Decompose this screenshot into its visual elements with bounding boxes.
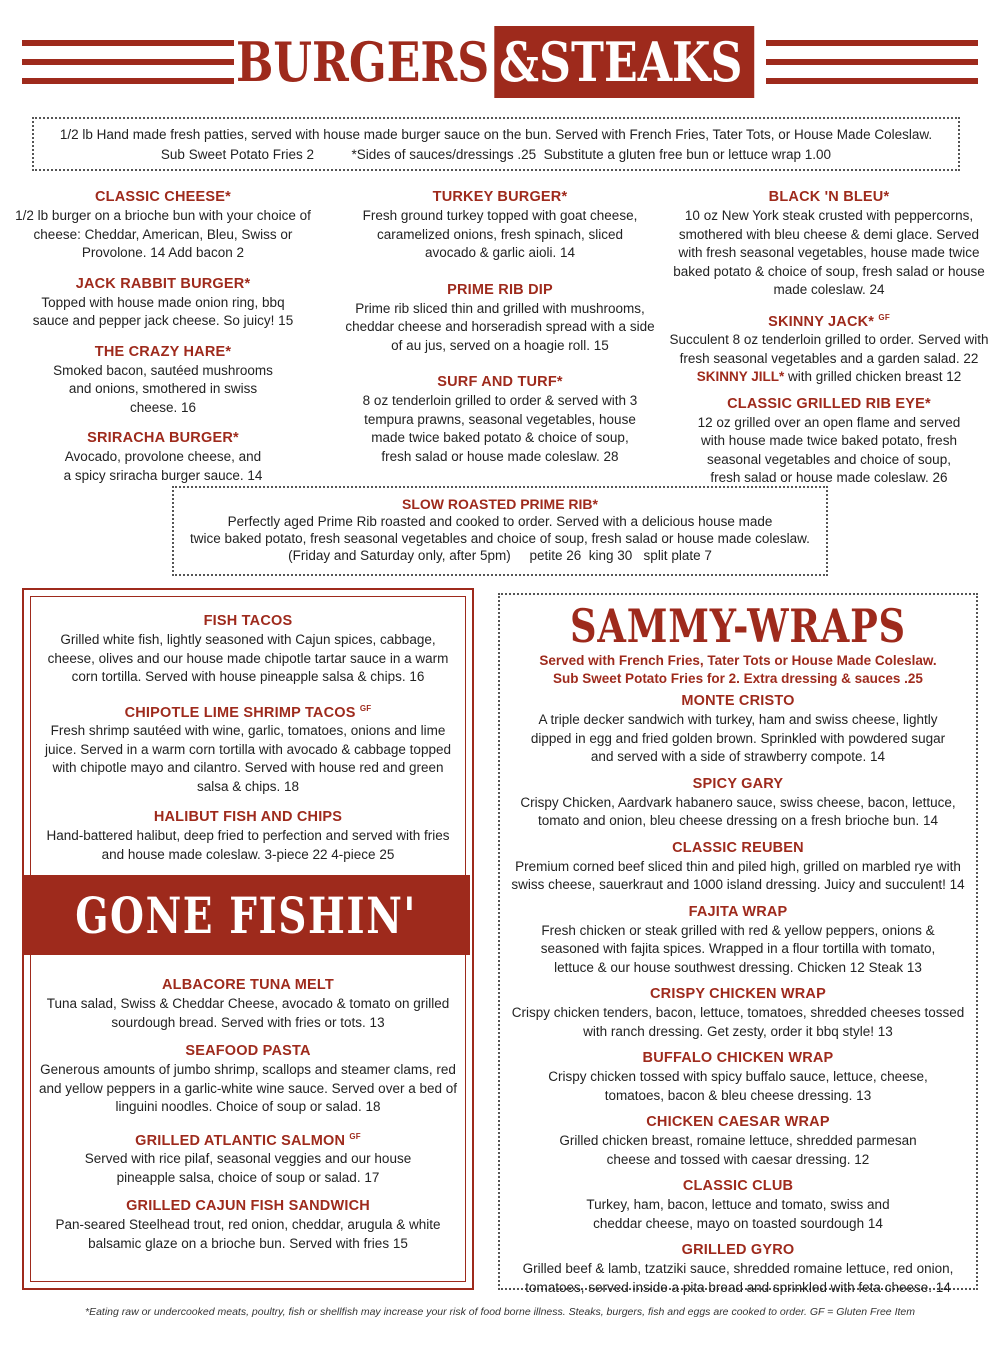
menu-item [10, 429, 316, 485]
menu-item [36, 699, 460, 797]
menu-item [36, 1127, 460, 1188]
item-name: PRIME RIB DIP [447, 281, 553, 298]
item-desc: Crispy chicken tenders, bacon, lettuce, tomatoes, shredded cheeses tossed with ranch dressing. Get zesty, order it bbq style! 13 [511, 1005, 965, 1039]
steak-column-right [664, 188, 994, 500]
item-name: TURKEY BURGER* [432, 189, 568, 205]
item-name: ALBACORE TUNA MELT [162, 977, 334, 993]
menu-item [340, 281, 660, 356]
item-desc: Crispy Chicken, Aardvark habanero sauce, swiss cheese, bacon, lettuce, tomato and onion, bleu cheese dressing on a fresh brioche bun. 14 [520, 794, 956, 828]
item-desc: Served with rice pilaf, seasonal veggies and our house pineapple salsa, choice of soup or salad. 17 [84, 1151, 412, 1185]
item-desc: 12 oz grilled over an open flame and served with house made twice baked potato, fresh seasonal vegetables and choice of soup, fresh salad or house made coleslaw. 26 [697, 414, 961, 486]
title-steaks-box [494, 26, 754, 98]
item-name: SRIRACHA BURGER* [87, 430, 239, 446]
prime-rib-name: SLOW ROASTED PRIME RIB* [401, 496, 598, 512]
item-name-text: SKINNY JACK* [768, 313, 875, 330]
gluten-free-badge: GF [878, 312, 890, 322]
item-desc: Fresh ground turkey topped with goat cheese, caramelized onions, fresh spinach, sliced avocado & garlic aioli. 14 [362, 208, 638, 260]
burger-column-middle [340, 188, 660, 478]
item-name [36, 1127, 460, 1151]
gluten-free-badge: GF [349, 1131, 361, 1141]
prime-rib-line-2: twice baked potato, fresh seasonal vegetables and choice of soup, fresh salad or house made coleslaw. [190, 531, 810, 546]
menu-item [36, 1042, 460, 1117]
item-desc: 10 oz New York steak crusted with peppercorns, smothered with bleu cheese & demi glace. Served with fresh seasonal vegetables, house made twice baked potato & choice of soup, fresh salad or house made coleslaw. 24 [673, 208, 985, 297]
item-name: HALIBUT FISH AND CHIPS [153, 809, 343, 826]
title-steaks: STEAKS [539, 30, 743, 94]
item-desc: A triple decker sandwich with turkey, ham and swiss cheese, lightly dipped in egg and fried golden brown. Sprinkled with powdered sugar and served with a side of strawberry compote. 14 [530, 712, 946, 764]
item-desc: Grilled beef & lamb, tzatziki sauce, shredded romaine lettuce, red onion, tomatoes, served inside a pita bread and sprinkled with feta cheese. 14 [522, 1261, 954, 1295]
menu-item [36, 808, 460, 864]
item-desc: Grilled chicken breast, romaine lettuce, shredded parmesan cheese and tossed with caesar dressing. 12 [559, 1133, 917, 1167]
header-stripes-left [22, 40, 234, 84]
menu-item [664, 188, 994, 300]
menu-item [10, 343, 316, 418]
item-name: CLASSIC CLUB [682, 1178, 794, 1194]
menu-item [340, 188, 660, 263]
prime-rib-line-1: Perfectly aged Prime Rib roasted and cooked to order. Served with a delicious house made [227, 514, 773, 529]
banner-text: GONE FISHIN' [75, 885, 417, 945]
page-title [236, 26, 754, 98]
sammy-wraps-title [506, 600, 970, 652]
item-desc: Pan-seared Steelhead trout, red onion, cheddar, arugula & white balsamic glaze on a brioche bun. Served with fries 15 [55, 1217, 441, 1251]
item-name-text: CHIPOTLE LIME SHRIMP TACOS [124, 704, 356, 721]
item-name: BUFFALO CHICKEN WRAP [642, 1050, 834, 1066]
sammy-sub-2: Sub Sweet Potato Fries for 2. Extra dressing & sauces .25 [553, 671, 923, 686]
footnote: *Eating raw or undercooked meats, poultry, fish or shellfish may increase your risk of food borne illness. Steaks, burgers, fish and eggs are cooked to order. GF = Gluten Free Item [84, 1306, 915, 1318]
variant-desc: with grilled chicken breast 12 [784, 369, 962, 385]
menu-item [506, 775, 970, 831]
menu-item [506, 839, 970, 895]
prime-rib-line-3: (Friday and Saturday only, after 5pm) petite 26 king 30 split plate 7 [288, 548, 712, 563]
menu-item [506, 1177, 970, 1233]
item-name: GRILLED CAJUN FISH SANDWICH [126, 1198, 370, 1215]
item-desc: Succulent 8 oz tenderloin grilled to order. Served with fresh seasonal vegetables and a garden salad. 22 [669, 332, 989, 366]
item-desc: 1/2 lb burger on a brioche bun with your choice of cheese: Cheddar, American, Bleu, Swiss or Provolone. 14 Add bacon 2 [15, 208, 311, 260]
prime-rib-box [172, 486, 828, 576]
item-name: CLASSIC GRILLED RIB EYE* [727, 395, 931, 412]
menu-item [506, 1113, 970, 1169]
menu-item [506, 985, 970, 1041]
title-burgers: BURGERS [236, 30, 490, 94]
item-name [36, 699, 460, 723]
item-name: CLASSIC REUBEN [672, 839, 804, 856]
item-desc: Premium corned beef sliced thin and piled high, grilled on marbled rye with swiss cheese, sauerkraut and 1000 island dressing. Juicy and succulent! 14 [511, 858, 965, 892]
item-name: SURF AND TURF* [437, 374, 563, 390]
item-desc: Hand-battered halibut, deep fried to perfection and served with fries and house made coleslaw. 3-piece 22 4-piece 25 [46, 828, 450, 862]
item-name: MONTE CRISTO [681, 693, 795, 709]
intro-line-1: 1/2 lb Hand made fresh patties, served with house made burger sauce on the bun. Served with French Fries, Tater Tots, or House Made Coleslaw. [59, 127, 933, 142]
menu-item [36, 612, 460, 687]
header-stripes-right [766, 40, 978, 84]
menu-item [36, 1197, 460, 1253]
variant-name: SKINNY JILL* [696, 369, 785, 385]
item-name [664, 308, 994, 332]
item-desc: Smoked bacon, sautéed mushrooms and onions, smothered in swiss cheese. 16 [53, 362, 273, 415]
menu-item [506, 1241, 970, 1297]
item-variant [664, 368, 994, 387]
burger-column-left [10, 188, 316, 497]
menu-item [664, 395, 994, 488]
item-name: THE CRAZY HARE* [94, 343, 232, 360]
menu-item [506, 903, 970, 978]
item-desc: Fresh chicken or steak grilled with red & yellow peppers, onions & seasoned with fajita spices. Wrapped in a flour tortilla with tomato, lettuce & our house southwest dressing. Chicken 12 Steak 13 [540, 922, 936, 975]
item-name: FISH TACOS [203, 613, 293, 629]
intro-box [32, 117, 960, 171]
item-desc: Avocado, provolone cheese, and a spicy sriracha burger sauce. 14 [63, 449, 263, 483]
fish-items-bottom [36, 976, 460, 1265]
sammy-wraps-content [506, 600, 970, 1297]
item-name: SPICY GARY [692, 775, 784, 792]
item-desc: Crispy chicken tossed with spicy buffalo sauce, lettuce, cheese, tomatoes, bacon & bleu cheese dressing. 13 [548, 1069, 928, 1103]
menu-item [506, 1049, 970, 1105]
intro-line-2: Sub Sweet Potato Fries 2 *Sides of sauces/dressings .25 Substitute a gluten free bun or lettuce wrap 1.00 [160, 147, 832, 162]
sammy-title-text: SAMMY-WRAPS [570, 599, 906, 653]
menu-item [36, 976, 460, 1032]
item-desc: Tuna salad, Swiss & Cheddar Cheese, avocado & tomato on grilled sourdough bread. Served with fries or tots. 13 [46, 996, 450, 1030]
menu-item [10, 275, 316, 331]
item-name: CHICKEN CAESAR WRAP [646, 1114, 830, 1130]
menu-item [506, 692, 970, 767]
item-name: CLASSIC CHEESE* [95, 189, 231, 205]
item-name: JACK RABBIT BURGER* [75, 275, 251, 292]
sammy-sub-1: Served with French Fries, Tater Tots or House Made Coleslaw. [539, 653, 937, 668]
item-name-text: GRILLED ATLANTIC SALMON [135, 1132, 346, 1149]
item-desc: Generous amounts of jumbo shrimp, scallops and steamer clams, red and yellow peppers in a garlic-white wine sauce. Served over a bed of linguini noodles. Choice of soup or salad. 18 [39, 1062, 457, 1114]
item-name: SEAFOOD PASTA [185, 1043, 311, 1059]
fish-items-top [36, 612, 460, 876]
menu-item [340, 373, 660, 466]
gluten-free-badge: GF [359, 703, 372, 713]
item-desc: Topped with house made onion ring, bbq sauce and pepper jack cheese. So juicy! 15 [32, 294, 294, 328]
item-desc: Prime rib sliced thin and grilled with mushrooms, cheddar cheese and horseradish spread with a side of au jus, served on a hoagie roll. 15 [345, 300, 655, 353]
item-name: FAJITA WRAP [688, 903, 788, 920]
item-desc: Fresh shrimp sautéed with wine, garlic, tomatoes, onions and lime juice. Served in a warm corn tortilla with avocado & cabbage topped with chipotle mayo and cilantro. Served with house red and green salsa & chips. 18 [45, 723, 451, 794]
item-name: GRILLED GYRO [681, 1242, 795, 1258]
item-desc: Grilled white fish, lightly seasoned with Cajun spices, cabbage, cheese, olives and our house made chipotle tartar sauce in a warm corn tortilla. Served with house pineapple salsa & chips. 16 [47, 632, 449, 684]
menu-item [10, 188, 316, 263]
item-desc: 8 oz tenderloin grilled to order & served with 3 tempura prawns, seasonal vegetables, house made twice baked potato & choice of soup, fresh salad or house made coleslaw. 28 [362, 393, 638, 464]
item-name: CRISPY CHICKEN WRAP [650, 986, 826, 1002]
menu-item [664, 308, 994, 387]
title-amp: & [499, 30, 540, 94]
gone-fishin-banner [22, 875, 470, 955]
item-name: BLACK 'N BLEU* [768, 189, 890, 205]
item-desc: Turkey, ham, bacon, lettuce and tomato, swiss and cheddar cheese, mayo on toasted sourdough 14 [586, 1197, 890, 1231]
